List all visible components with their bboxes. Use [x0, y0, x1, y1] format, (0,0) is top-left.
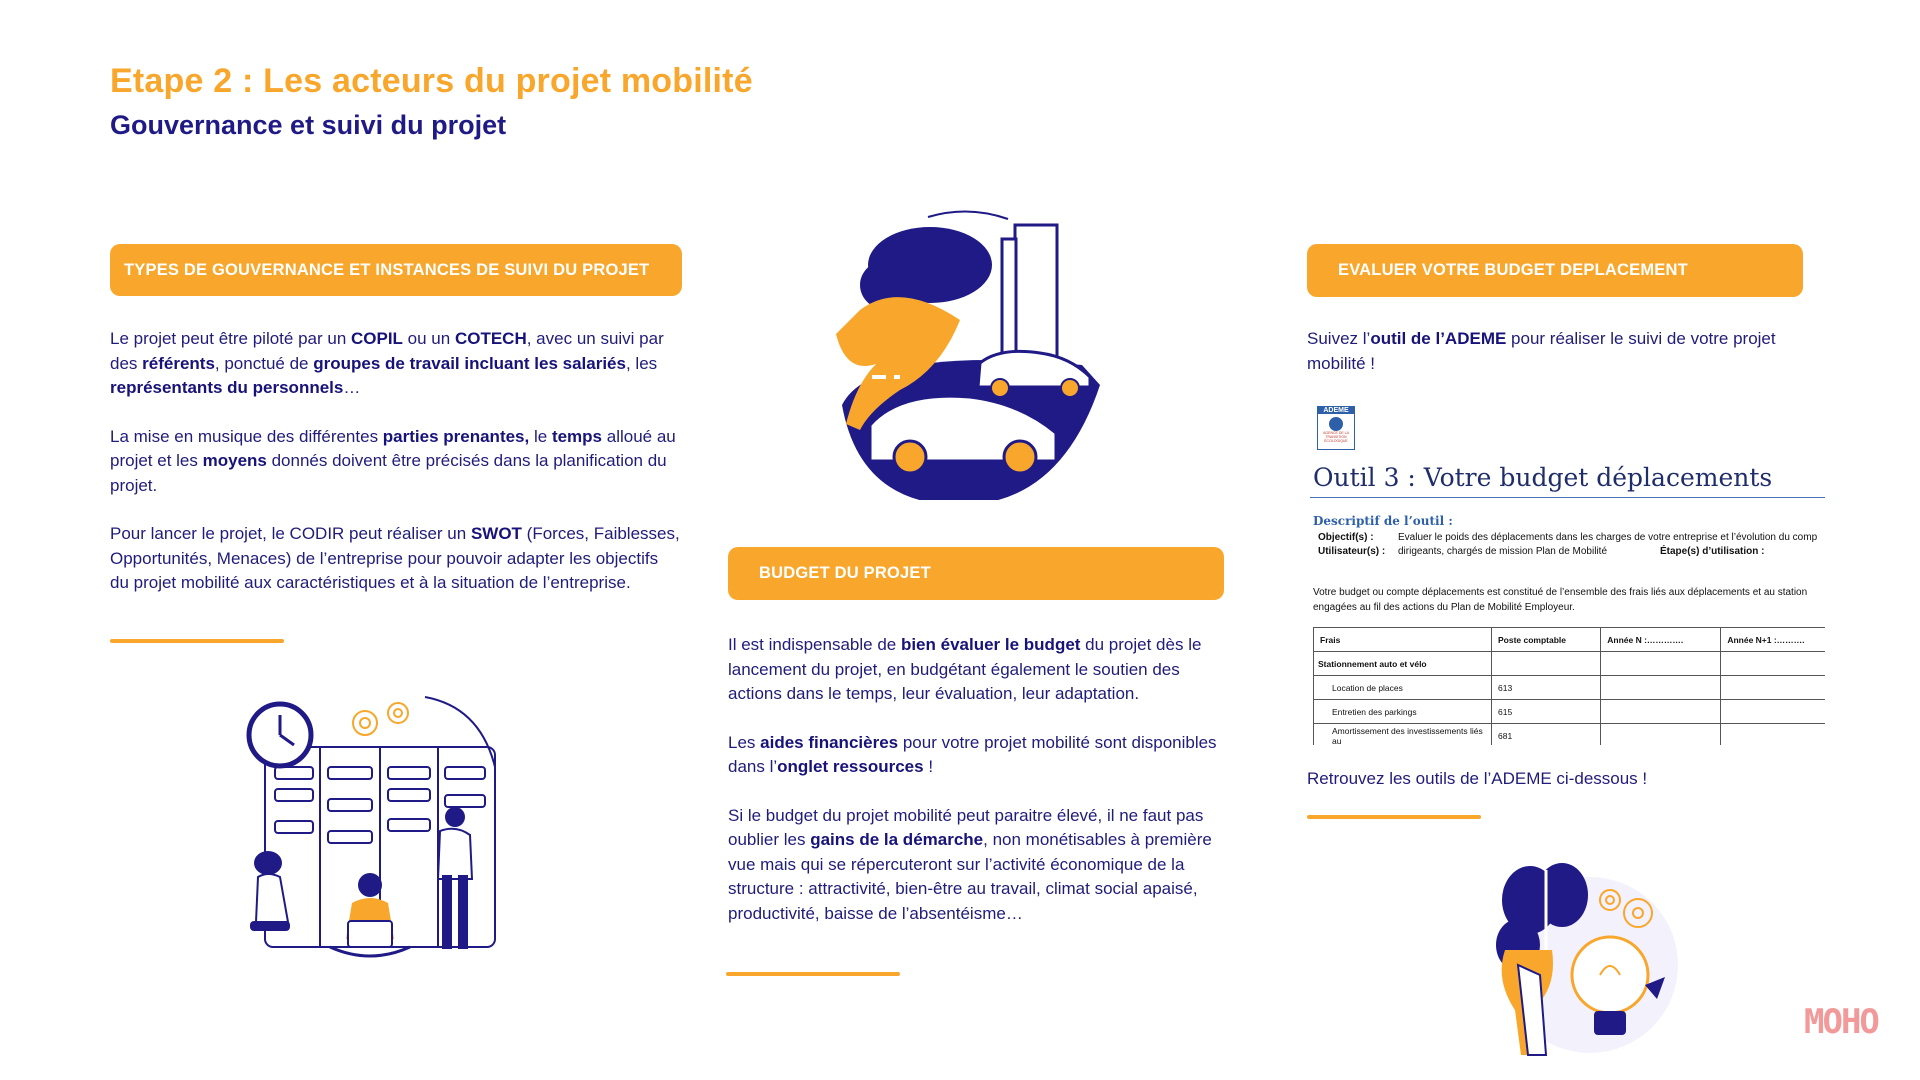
ademe-footer-text: Retrouvez les outils de l’ADEME ci-dessous !: [1307, 769, 1648, 788]
ademe-table-cell: [1492, 652, 1601, 676]
ademe-table-cell: Location de places: [1314, 676, 1492, 700]
ademe-table-header-cell: Frais: [1314, 628, 1492, 652]
budget-text: [728, 633, 1223, 950]
governance-paragraph-3: Pour lancer le projet, le CODIR peut réaliser un SWOT (Forces, Faiblesses, Opportunités, Menaces) de l’entreprise pour pouvoir adapter les objectifs du projet mobilité aux caractéristiques et à la situation de l’entreprise.: [110, 524, 680, 592]
moho-logo: MOHO: [1804, 1002, 1878, 1042]
ademe-table-cell: [1721, 700, 1825, 724]
clock-icon: [249, 704, 311, 766]
ademe-table-cell: [1721, 724, 1825, 746]
budget-divider: [726, 972, 900, 976]
evaluate-heading: [1307, 244, 1803, 297]
evaluate-divider: [1307, 815, 1481, 819]
page-title: Etape 2 : Les acteurs du projet mobilité: [110, 62, 753, 100]
ademe-table-header-cell: Année N :………….: [1601, 628, 1721, 652]
gear-icon: [353, 703, 408, 735]
evaluate-paragraph-1: Suivez l’outil de l’ADEME pour réaliser le suivi de votre projet mobilité !: [1307, 329, 1776, 373]
ademe-etapes-label: Étape(s) d’utilisation :: [1660, 546, 1765, 557]
ademe-table-cell: 615: [1492, 700, 1601, 724]
ademe-table-cell: 681: [1492, 724, 1601, 746]
governance-heading: [110, 244, 682, 296]
ademe-table-row: [1314, 652, 1826, 676]
evaluate-text: [1307, 327, 1777, 400]
budget-paragraph-1: Il est indispensable de bien évaluer le budget du projet dès le lancement du projet, en budgétant également le soutien des actions dans le temps, leur évaluation, leur adaptation.: [728, 635, 1202, 703]
globe-icon: [1329, 417, 1343, 431]
ademe-document-preview[interactable]: [1310, 400, 1825, 745]
ademe-table-cell: Amortissement des investissements liés au: [1314, 724, 1492, 746]
ademe-table-cell: [1601, 652, 1721, 676]
ademe-logo-subtext: AGENCE DE LA TRANSITION ÉCOLOGIQUE: [1323, 431, 1349, 443]
ademe-table-cell: [1601, 676, 1721, 700]
page-subtitle: Gouvernance et suivi du projet: [110, 110, 507, 140]
ademe-table-cell: [1601, 700, 1721, 724]
ademe-logo-text: ADEME: [1318, 407, 1354, 414]
ademe-desc-heading: Descriptif de l’outil :: [1313, 514, 1453, 528]
ademe-document-title: Outil 3 : Votre budget déplacements: [1313, 463, 1773, 492]
ademe-objectif-label: Objectif(s) :: [1318, 532, 1374, 543]
ademe-utilisateurs-value: dirigeants, chargés de mission Plan de Mobilité: [1398, 546, 1607, 557]
budget-paragraph-2: Les aides financières pour votre projet mobilité sont disponibles dans l’onglet ressources !: [728, 732, 1217, 776]
ademe-intro: Votre budget ou compte déplacements est constitué de l’ensemble des frais liés aux déplacements et au station engagées au fil des actions du Plan de Mobilité Employeur.: [1313, 587, 1808, 613]
ademe-budget-table: [1313, 627, 1825, 745]
governance-divider: [110, 639, 284, 643]
budget-heading: [728, 547, 1224, 600]
ademe-table-header: [1314, 628, 1826, 652]
ademe-logo: [1317, 406, 1355, 450]
evaluate-heading-label: EVALUER VOTRE BUDGET DEPLACEMENT: [1338, 261, 1688, 279]
budget-heading-label: BUDGET DU PROJET: [759, 564, 931, 582]
ademe-table-header-cell: Année N+1 :……….: [1721, 628, 1825, 652]
governance-text: [110, 327, 680, 620]
governance-heading-label: TYPES DE GOUVERNANCE ET INSTANCES DE SUIVI DU PROJET: [124, 260, 650, 279]
governance-paragraph-2: La mise en musique des différentes parties prenantes, le temps alloué au projet et les moyens donnés doivent être précisés dans la planification du projet.: [110, 426, 676, 495]
ademe-table-row: [1314, 724, 1826, 746]
ademe-table-cell: [1721, 652, 1825, 676]
car-city-illustration: [820, 205, 1120, 500]
budget-paragraph-3: Si le budget du projet mobilité peut paraitre élevé, il ne faut pas oublier les gains de la démarche, non monétisables à première vue mais qui se répercuteront sur l’activité économique de la structure : attractivité, bien-être au travail, climat social apaisé, productivité, baisse de l’absentéisme…: [728, 805, 1212, 923]
ademe-utilisateurs-label: Utilisateur(s) :: [1318, 546, 1386, 557]
ademe-table-cell: [1721, 676, 1825, 700]
ademe-table-cell: Stationnement auto et vélo: [1314, 652, 1492, 676]
ademe-table-cell: Entretien des parkings: [1314, 700, 1492, 724]
brain-lightbulb-illustration: [1470, 855, 1685, 1060]
planning-board-illustration: [230, 685, 520, 975]
ademe-table-row: [1314, 700, 1826, 724]
governance-paragraph-1: Le projet peut être piloté par un COPIL ou un COTECH, avec un suivi par des référents, ponctué de groupes de travail incluant les salariés, les représentants du personnels…: [110, 329, 664, 397]
ademe-table-header-cell: Poste comptable: [1492, 628, 1601, 652]
ademe-table-cell: [1601, 724, 1721, 746]
ademe-table-cell: 613: [1492, 676, 1601, 700]
ademe-title-rule: [1310, 497, 1825, 498]
ademe-objectif-value: Evaluer le poids des déplacements dans les charges de votre entreprise et l’évolution du comp: [1398, 532, 1818, 543]
ademe-table-row: [1314, 676, 1826, 700]
